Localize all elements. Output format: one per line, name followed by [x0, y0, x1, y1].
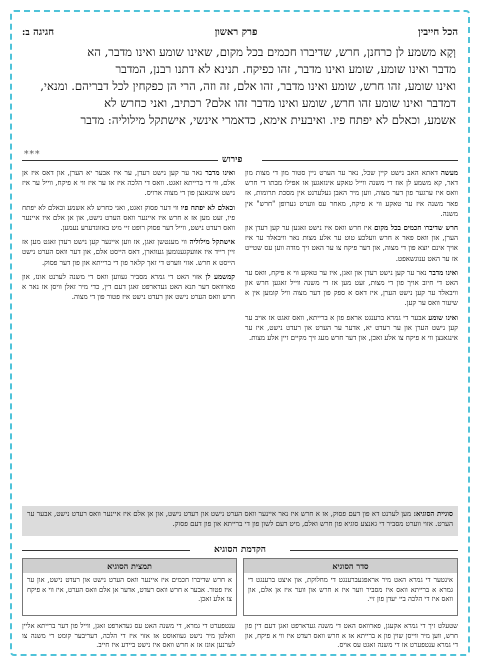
tamtzis-hasugia-box [22, 558, 237, 616]
header-page-number: ב: [22, 27, 30, 38]
header-chapter: הכל חייבין [418, 26, 458, 38]
header-perek: פרק ראשון [214, 26, 258, 38]
gemara-line: מדבר ואינו שומע, שומע ואינו מדבר, זהו כפיקח. תנינא לא דתנו רבנן, המדבר [115, 62, 456, 76]
perush-lead: אישתקל מילוליה [189, 237, 235, 247]
perush-text: איז חרש וואס איז נישט זאגען ער קען רעדן און הערן, און וואס פאר א חרש וועלכע טוט ער אלע מצות נאר וויבאלד ער איז אויך אינם יוצא פון די מצוה, און דער פיקח צו ער האט זיך מודה ווען עס שטייט אז ער האט ענוגשאפט. [245, 224, 458, 263]
perush-text: דאתא האב נישט קיין שכל, נאר ער הערט ניין סטור מון די מצות מון דאר, קא משמע לן אוז די משנה ווייל טאקע אינזאגען אז אפילו מבתו די חרש וואס איז ערגער פון דער מצוה, ווען מיר האבן געלערנט אין מסכת תרומות, אז פאר משנה איז ער טאקע ווי א פיקח, מאחר עס ווערט גערופן "חרש" אין משנה. [245, 169, 458, 218]
hakdama-boxes [22, 558, 458, 616]
perush-lead: חרש שדיברו חכמים בכל מקום [374, 223, 458, 233]
header-tractate [22, 27, 54, 38]
perush-text: נאר ער קען נישט רעדן און זאגן, איז ער טאקע ווי א פיקח, וואס ער האט די חיוב אויך פון די מצות, זעט מען אז די משנה ווייל זאגען חרש און וויבאלד ער קען נישט הערן, איז דאס א ספק פון דער מצוה וויל קומען אין א שיעור וואס ער קען. [245, 268, 458, 308]
box-body: אינטער די גמרא האט מיר אראפגעברענגט די מחלוקת, און איצט ברענגט די גמרא א ברייתא וואס איז מסביר ווער איז א חרש און ווער איז אן אלם, און וואס איז די הלכה ביי יעדן פון זיי. [248, 576, 453, 603]
section-rule [262, 160, 458, 161]
gemara-line: ואינו שומע, זהו חרש, שומע ואינו מדבר, זהו אלם, זה וזה, הרי הן כפקחין לכל דבריהם. ומנאי, [40, 79, 456, 93]
sugia-summary-box [22, 506, 458, 536]
gemara-line: וְקָא משמע לן כרחנן, חרש, שדיברו חכמים בכל מקום, שאינו שומע ואינו מדבר, הא [87, 45, 456, 59]
bottom-left-column: ענטפערט די גמרא, די משנה האט עס געדארפט זאגן, ווייל פון דער ברייתא אליין וואלטן מיר נישט געוואוסט אז אזוי איז די הלכה, דעריבער קומט די משנה צו לערנען אונז אז א חרש וואס איז נישט ביידע איז חייב. [22, 622, 235, 649]
perush-paragraph [245, 313, 458, 344]
page-header [22, 22, 458, 42]
perush-lead: קמשמע לן [205, 271, 235, 281]
perush-paragraph [22, 203, 235, 234]
perush-paragraph [245, 223, 458, 264]
section-rule [290, 550, 458, 551]
box-title: תמצית הסוגיא [23, 559, 236, 573]
perush-paragraph [22, 168, 235, 199]
perush-paragraph [245, 168, 458, 219]
gemara-line: דמדבר ואינו שומע זהו חרש, שומע ואינו מדבר זהו אלם? רכתיב, ואני כחרש לא [104, 96, 456, 110]
sugia-text: מען לערנט דא פון דעם פסוק, אז א חרש איז נאר איינער וואס הערט נישט און רעדט נישט, און אן אלם איז איינער וואס רעדט נישט, אבער ער הערט. אזוי ווערט מסביר די גאנצע סוגיא פון חרש ואלם, מיט דעם לשון פון די ברייתא און פון דעם פסוק. [27, 510, 453, 528]
gemara-line: אשמע, וכאלם לא יפתח פיו. ואיבעית אימא, כדאמרי אינשי, אישתקל מילוליה: מדבר [80, 113, 456, 127]
gemara-text [24, 44, 456, 129]
perush-lead: ואינו מדבר [205, 168, 235, 177]
perush-lead: ואינו מדבר [428, 267, 458, 277]
perush-commentary [22, 168, 458, 503]
bottom-text [22, 622, 458, 652]
hakdama-title: הקדמת הסוגיא [214, 545, 266, 555]
perush-paragraph [22, 272, 235, 303]
perush-lead: ואינו שומע [428, 312, 458, 322]
sugia-lead: סוגיית הסוגיא: [413, 509, 453, 518]
perush-right-column [245, 168, 458, 503]
perush-paragraph [22, 237, 235, 268]
perush-text: נאר ער קען נישט רעדן, ער איז אבער יא הערן, און דאס איז אן אלם, ווי די ברייתא זאגט. וואס די הלכה איז אז ער איז ווי א פיקח, ווייל ער איז נישט אינגאנצן פון די מצוה ארויס. [22, 169, 235, 198]
perush-lead: וכאלם לא יפתח פיו [180, 202, 235, 212]
perush-text: אזוי האט די גמרא מסביר געווען וואס די משנה לערנט אונז, און פארוואס דער תנא האט געדארפט זאגן דעם דין, כדי מיר זאלן וויסן אז נאר א חרש וואס הערט נישט און רעדט נישט איז פטור פון די מצוה. [22, 272, 235, 302]
box-title: סדר הסוגיא [244, 559, 457, 573]
perush-paragraph [245, 268, 458, 309]
perush-title: פירוש [222, 155, 243, 165]
perush-lead: מעשה [440, 168, 458, 177]
header-tractate-name: חגיגה [33, 26, 55, 38]
bottom-right-column: שטעלט זיך די גמרא אקעגן, פארוואס האט די משנה געדארפט זאגן דעם דין פון חרש, ווען מיר ווייסן שוין פון א ברייתא אז א חרש וואס רעדט איז ווי א פיקח, און די גמרא ענטפערט אז די משנה זאגט עס אויס. [245, 622, 458, 649]
perush-text: אבער די גמרא ברענגט אראפ פון א ברייתא, וואס זאגט אז אויב ער קען נישט הערן און ער רעדט יא, אדער ער הערט און רעדט נישט, איז ער אינגאנצן ווי א פיקח צו אלע זאכן, און דער חרש מעג זיך מקיים זיין אלע מצות. [245, 313, 458, 343]
section-divider-asterisks: *** [24, 150, 41, 160]
perush-left-column [22, 168, 235, 503]
perush-text: ווי מענטשן זאגן, אז ווען איינער קען נישט רעדן זאגט מען אז זיין רייד איז אוועקגענומען געווארן, דאס הייסט אלם, און דער וואס הערט נישט הייסט א חרש. אזוי ווערט די זאך קלאר פון די ברייתא און פון דער פסוק. [22, 238, 235, 267]
perush-text: ווי דער פסוק זאגט, ואני כחרש לא אשמע וכאלם לא יפתח פיו, זעט מען אז א חרש איז איינער וואס הערט נישט, און אן אלם איז איינער וואס רעדט נישט, ווייל דער פסוק רופט זיי מיט באזונדערע נעמען. [22, 203, 235, 233]
box-body: א חרש שדיברו חכמים איז איינער וואס הערט נישט און רעדט נישט, און ער איז פטור. אבער א חרש וואס רעדט, אדער אן אלם וואס הערט, איז ווי א פיקח צו אלע זאכן. [27, 576, 232, 603]
section-rule [22, 160, 218, 161]
seder-hasugia-box [243, 558, 458, 616]
